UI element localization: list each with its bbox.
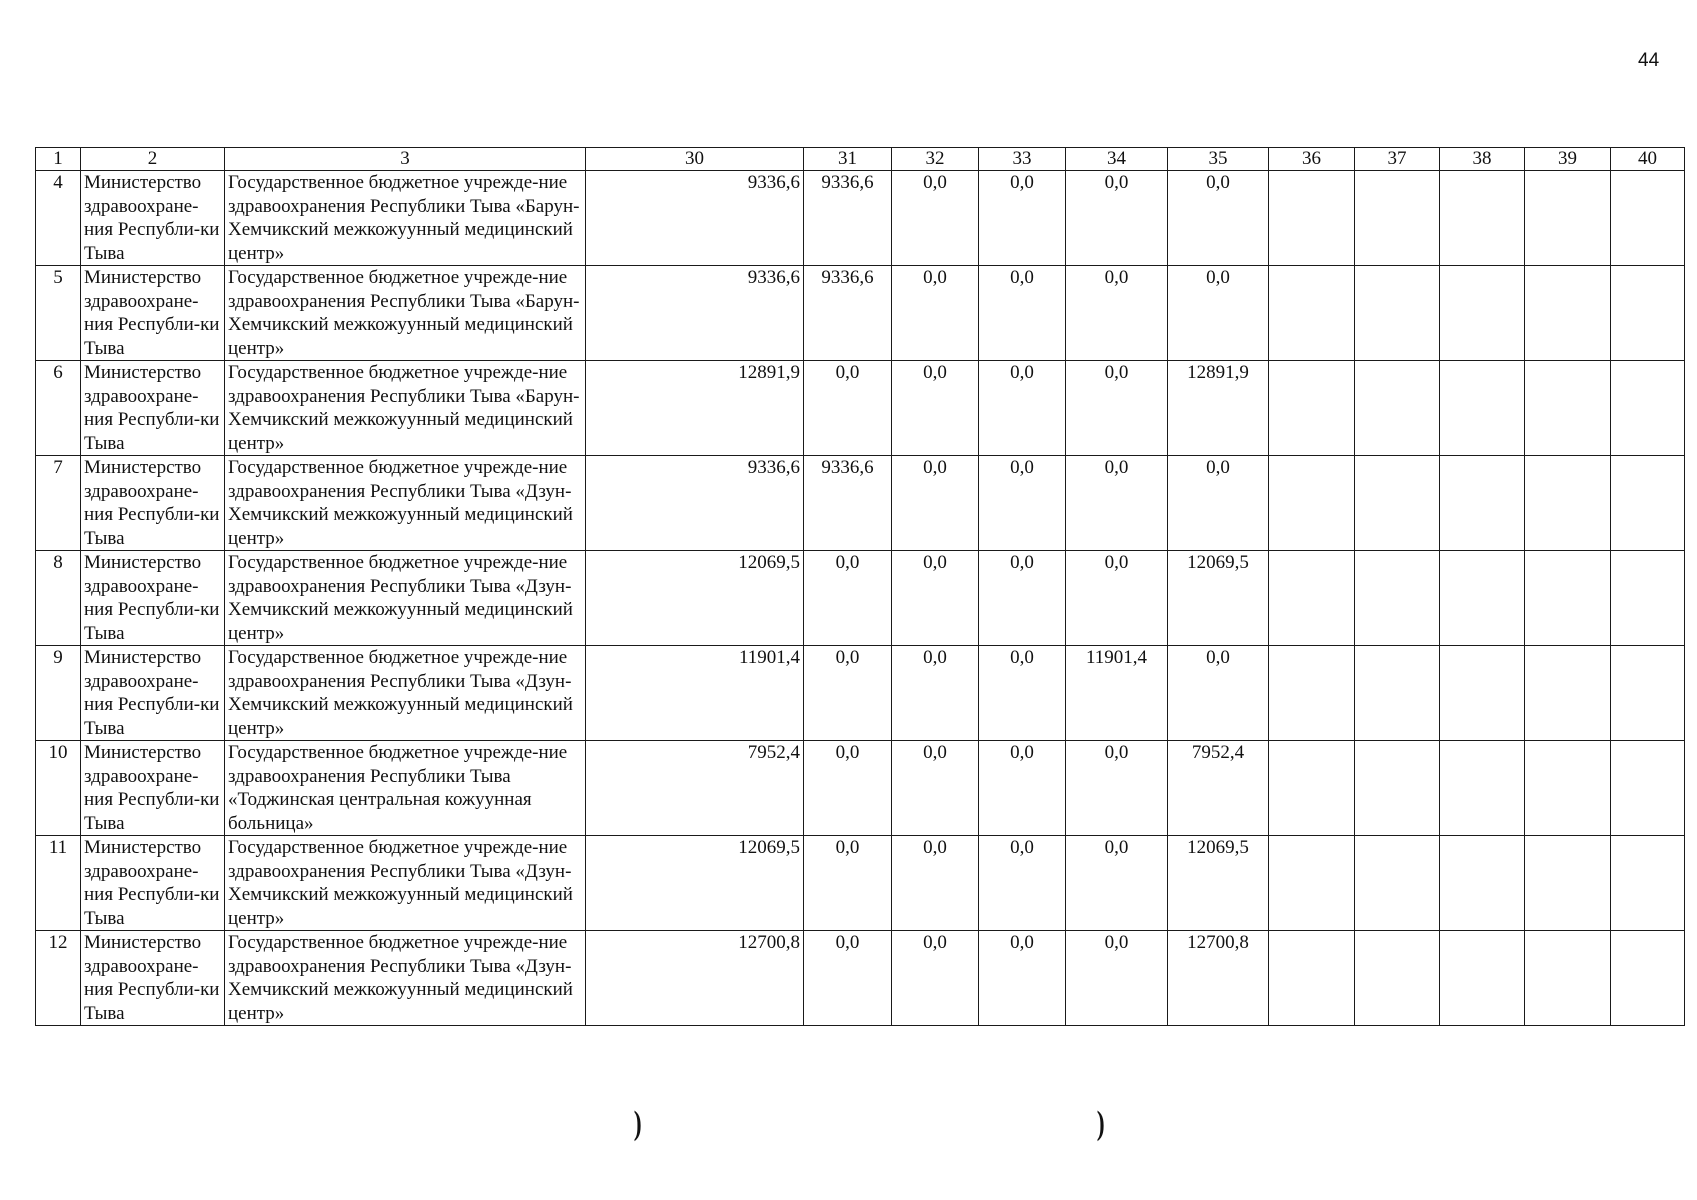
empty-cell-col-40 [1611,741,1685,836]
value-cell-col-31: 0,0 [804,931,892,1026]
empty-cell-col-36 [1269,456,1355,551]
table-row [36,836,1685,931]
value-cell-col-32: 0,0 [892,171,979,266]
row-number-cell: 11 [36,836,81,931]
value-cell-col-30: 11901,4 [586,646,804,741]
empty-cell-col-38 [1440,551,1525,646]
value-cell-col-34: 0,0 [1066,456,1168,551]
column-header-cell: 33 [979,148,1066,171]
row-number-cell: 10 [36,741,81,836]
empty-cell-col-40 [1611,361,1685,456]
empty-cell-col-39 [1525,171,1611,266]
organization-cell: Министерство здравоохране-ния Республи-ки Тыва [81,266,225,361]
organization-cell: Министерство здравоохране-ния Республи-ки Тыва [81,836,225,931]
column-header-cell: 3 [225,148,586,171]
column-header-cell: 1 [36,148,81,171]
empty-cell-col-36 [1269,266,1355,361]
empty-cell-col-39 [1525,836,1611,931]
column-header-cell: 30 [586,148,804,171]
value-cell-col-32: 0,0 [892,646,979,741]
empty-cell-col-37 [1355,836,1440,931]
value-cell-col-31: 0,0 [804,836,892,931]
value-cell-col-34: 0,0 [1066,551,1168,646]
value-cell-col-31: 9336,6 [804,456,892,551]
empty-cell-col-40 [1611,646,1685,741]
value-cell-col-35: 12700,8 [1168,931,1269,1026]
value-cell-col-33: 0,0 [979,741,1066,836]
institution-cell: Государственное бюджетное учрежде-ние здравоохранения Республики Тыва «Дзун-Хемчикский межкожуунный медицинский центр» [225,456,586,551]
value-cell-col-35: 0,0 [1168,171,1269,266]
row-number-cell: 4 [36,171,81,266]
table-header-row [36,148,1685,171]
value-cell-col-35: 12069,5 [1168,551,1269,646]
empty-cell-col-40 [1611,456,1685,551]
value-cell-col-34: 0,0 [1066,741,1168,836]
value-cell-col-33: 0,0 [979,836,1066,931]
organization-cell: Министерство здравоохране-ния Республи-ки Тыва [81,551,225,646]
empty-cell-col-36 [1269,551,1355,646]
row-number-cell: 6 [36,361,81,456]
value-cell-col-35: 0,0 [1168,646,1269,741]
value-cell-col-35: 12891,9 [1168,361,1269,456]
organization-cell: Министерство здравоохране-ния Республи-ки Тыва [81,646,225,741]
institution-cell: Государственное бюджетное учрежде-ние здравоохранения Республики Тыва «Дзун-Хемчикский межкожуунный медицинский центр» [225,551,586,646]
value-cell-col-30: 9336,6 [586,171,804,266]
empty-cell-col-36 [1269,361,1355,456]
empty-cell-col-38 [1440,931,1525,1026]
value-cell-col-33: 0,0 [979,456,1066,551]
organization-cell: Министерство здравоохране-ния Республи-ки Тыва [81,456,225,551]
value-cell-col-34: 0,0 [1066,171,1168,266]
table-row [36,931,1685,1026]
table-row [36,171,1685,266]
empty-cell-col-40 [1611,931,1685,1026]
value-cell-col-34: 0,0 [1066,836,1168,931]
empty-cell-col-40 [1611,171,1685,266]
empty-cell-col-36 [1269,171,1355,266]
empty-cell-col-37 [1355,646,1440,741]
empty-cell-col-39 [1525,361,1611,456]
empty-cell-col-37 [1355,171,1440,266]
organization-cell: Министерство здравоохране-ния Республи-ки Тыва [81,931,225,1026]
empty-cell-col-38 [1440,361,1525,456]
table-row [36,646,1685,741]
value-cell-col-30: 12891,9 [586,361,804,456]
value-cell-col-33: 0,0 [979,361,1066,456]
empty-cell-col-39 [1525,741,1611,836]
value-cell-col-34: 0,0 [1066,266,1168,361]
value-cell-col-32: 0,0 [892,266,979,361]
empty-cell-col-37 [1355,931,1440,1026]
empty-cell-col-39 [1525,646,1611,741]
column-header-cell: 40 [1611,148,1685,171]
value-cell-col-33: 0,0 [979,931,1066,1026]
value-cell-col-32: 0,0 [892,836,979,931]
empty-cell-col-38 [1440,171,1525,266]
value-cell-col-30: 12069,5 [586,551,804,646]
institution-cell: Государственное бюджетное учрежде-ние здравоохранения Республики Тыва «Дзун-Хемчикский межкожуунный медицинский центр» [225,931,586,1026]
margin-bracket-mark: ) [1096,1105,1105,1142]
empty-cell-col-36 [1269,931,1355,1026]
table-row [36,361,1685,456]
institution-cell: Государственное бюджетное учрежде-ние здравоохранения Республики Тыва «Барун-Хемчикский межкожуунный медицинский центр» [225,266,586,361]
value-cell-col-35: 0,0 [1168,266,1269,361]
value-cell-col-31: 0,0 [804,551,892,646]
value-cell-col-31: 0,0 [804,741,892,836]
table-row [36,741,1685,836]
empty-cell-col-40 [1611,551,1685,646]
institution-cell: Государственное бюджетное учрежде-ние здравоохранения Республики Тыва «Дзун-Хемчикский межкожуунный медицинский центр» [225,836,586,931]
empty-cell-col-36 [1269,646,1355,741]
value-cell-col-30: 12700,8 [586,931,804,1026]
value-cell-col-33: 0,0 [979,646,1066,741]
empty-cell-col-39 [1525,456,1611,551]
budget-table [35,147,1685,1026]
empty-cell-col-40 [1611,266,1685,361]
empty-cell-col-40 [1611,836,1685,931]
column-header-cell: 2 [81,148,225,171]
value-cell-col-30: 9336,6 [586,456,804,551]
column-header-cell: 36 [1269,148,1355,171]
value-cell-col-31: 9336,6 [804,266,892,361]
institution-cell: Государственное бюджетное учрежде-ние здравоохранения Республики Тыва «Барун-Хемчикский межкожуунный медицинский центр» [225,361,586,456]
table-row [36,551,1685,646]
value-cell-col-31: 0,0 [804,361,892,456]
row-number-cell: 9 [36,646,81,741]
value-cell-col-35: 0,0 [1168,456,1269,551]
empty-cell-col-37 [1355,741,1440,836]
value-cell-col-35: 12069,5 [1168,836,1269,931]
empty-cell-col-38 [1440,646,1525,741]
column-header-cell: 34 [1066,148,1168,171]
empty-cell-col-38 [1440,741,1525,836]
empty-cell-col-39 [1525,266,1611,361]
value-cell-col-32: 0,0 [892,456,979,551]
column-header-cell: 32 [892,148,979,171]
empty-cell-col-36 [1269,741,1355,836]
table-row [36,266,1685,361]
empty-cell-col-39 [1525,931,1611,1026]
value-cell-col-34: 0,0 [1066,361,1168,456]
empty-cell-col-37 [1355,551,1440,646]
value-cell-col-30: 12069,5 [586,836,804,931]
value-cell-col-32: 0,0 [892,741,979,836]
value-cell-col-33: 0,0 [979,266,1066,361]
value-cell-col-35: 7952,4 [1168,741,1269,836]
empty-cell-col-37 [1355,361,1440,456]
column-header-cell: 38 [1440,148,1525,171]
empty-cell-col-36 [1269,836,1355,931]
organization-cell: Министерство здравоохране-ния Республи-ки Тыва [81,741,225,836]
column-header-cell: 37 [1355,148,1440,171]
empty-cell-col-38 [1440,836,1525,931]
institution-cell: Государственное бюджетное учрежде-ние здравоохранения Республики Тыва «Барун-Хемчикский межкожуунный медицинский центр» [225,171,586,266]
table-row [36,456,1685,551]
empty-cell-col-38 [1440,456,1525,551]
value-cell-col-32: 0,0 [892,551,979,646]
organization-cell: Министерство здравоохране-ния Республи-ки Тыва [81,361,225,456]
column-header-cell: 35 [1168,148,1269,171]
value-cell-col-30: 7952,4 [586,741,804,836]
value-cell-col-31: 0,0 [804,646,892,741]
empty-cell-col-37 [1355,456,1440,551]
column-header-cell: 39 [1525,148,1611,171]
value-cell-col-32: 0,0 [892,931,979,1026]
value-cell-col-33: 0,0 [979,551,1066,646]
institution-cell: Государственное бюджетное учрежде-ние здравоохранения Республики Тыва «Дзун-Хемчикский межкожуунный медицинский центр» [225,646,586,741]
value-cell-col-34: 0,0 [1066,931,1168,1026]
page-number: 44 [1638,50,1660,71]
row-number-cell: 8 [36,551,81,646]
row-number-cell: 12 [36,931,81,1026]
empty-cell-col-37 [1355,266,1440,361]
value-cell-col-34: 11901,4 [1066,646,1168,741]
row-number-cell: 7 [36,456,81,551]
value-cell-col-30: 9336,6 [586,266,804,361]
empty-cell-col-38 [1440,266,1525,361]
institution-cell: Государственное бюджетное учрежде-ние здравоохранения Республики Тыва «Тоджинская центральная кожуунная больница» [225,741,586,836]
value-cell-col-31: 9336,6 [804,171,892,266]
margin-bracket-mark: ) [633,1105,642,1142]
organization-cell: Министерство здравоохране-ния Республи-ки Тыва [81,171,225,266]
empty-cell-col-39 [1525,551,1611,646]
column-header-cell: 31 [804,148,892,171]
row-number-cell: 5 [36,266,81,361]
value-cell-col-33: 0,0 [979,171,1066,266]
value-cell-col-32: 0,0 [892,361,979,456]
